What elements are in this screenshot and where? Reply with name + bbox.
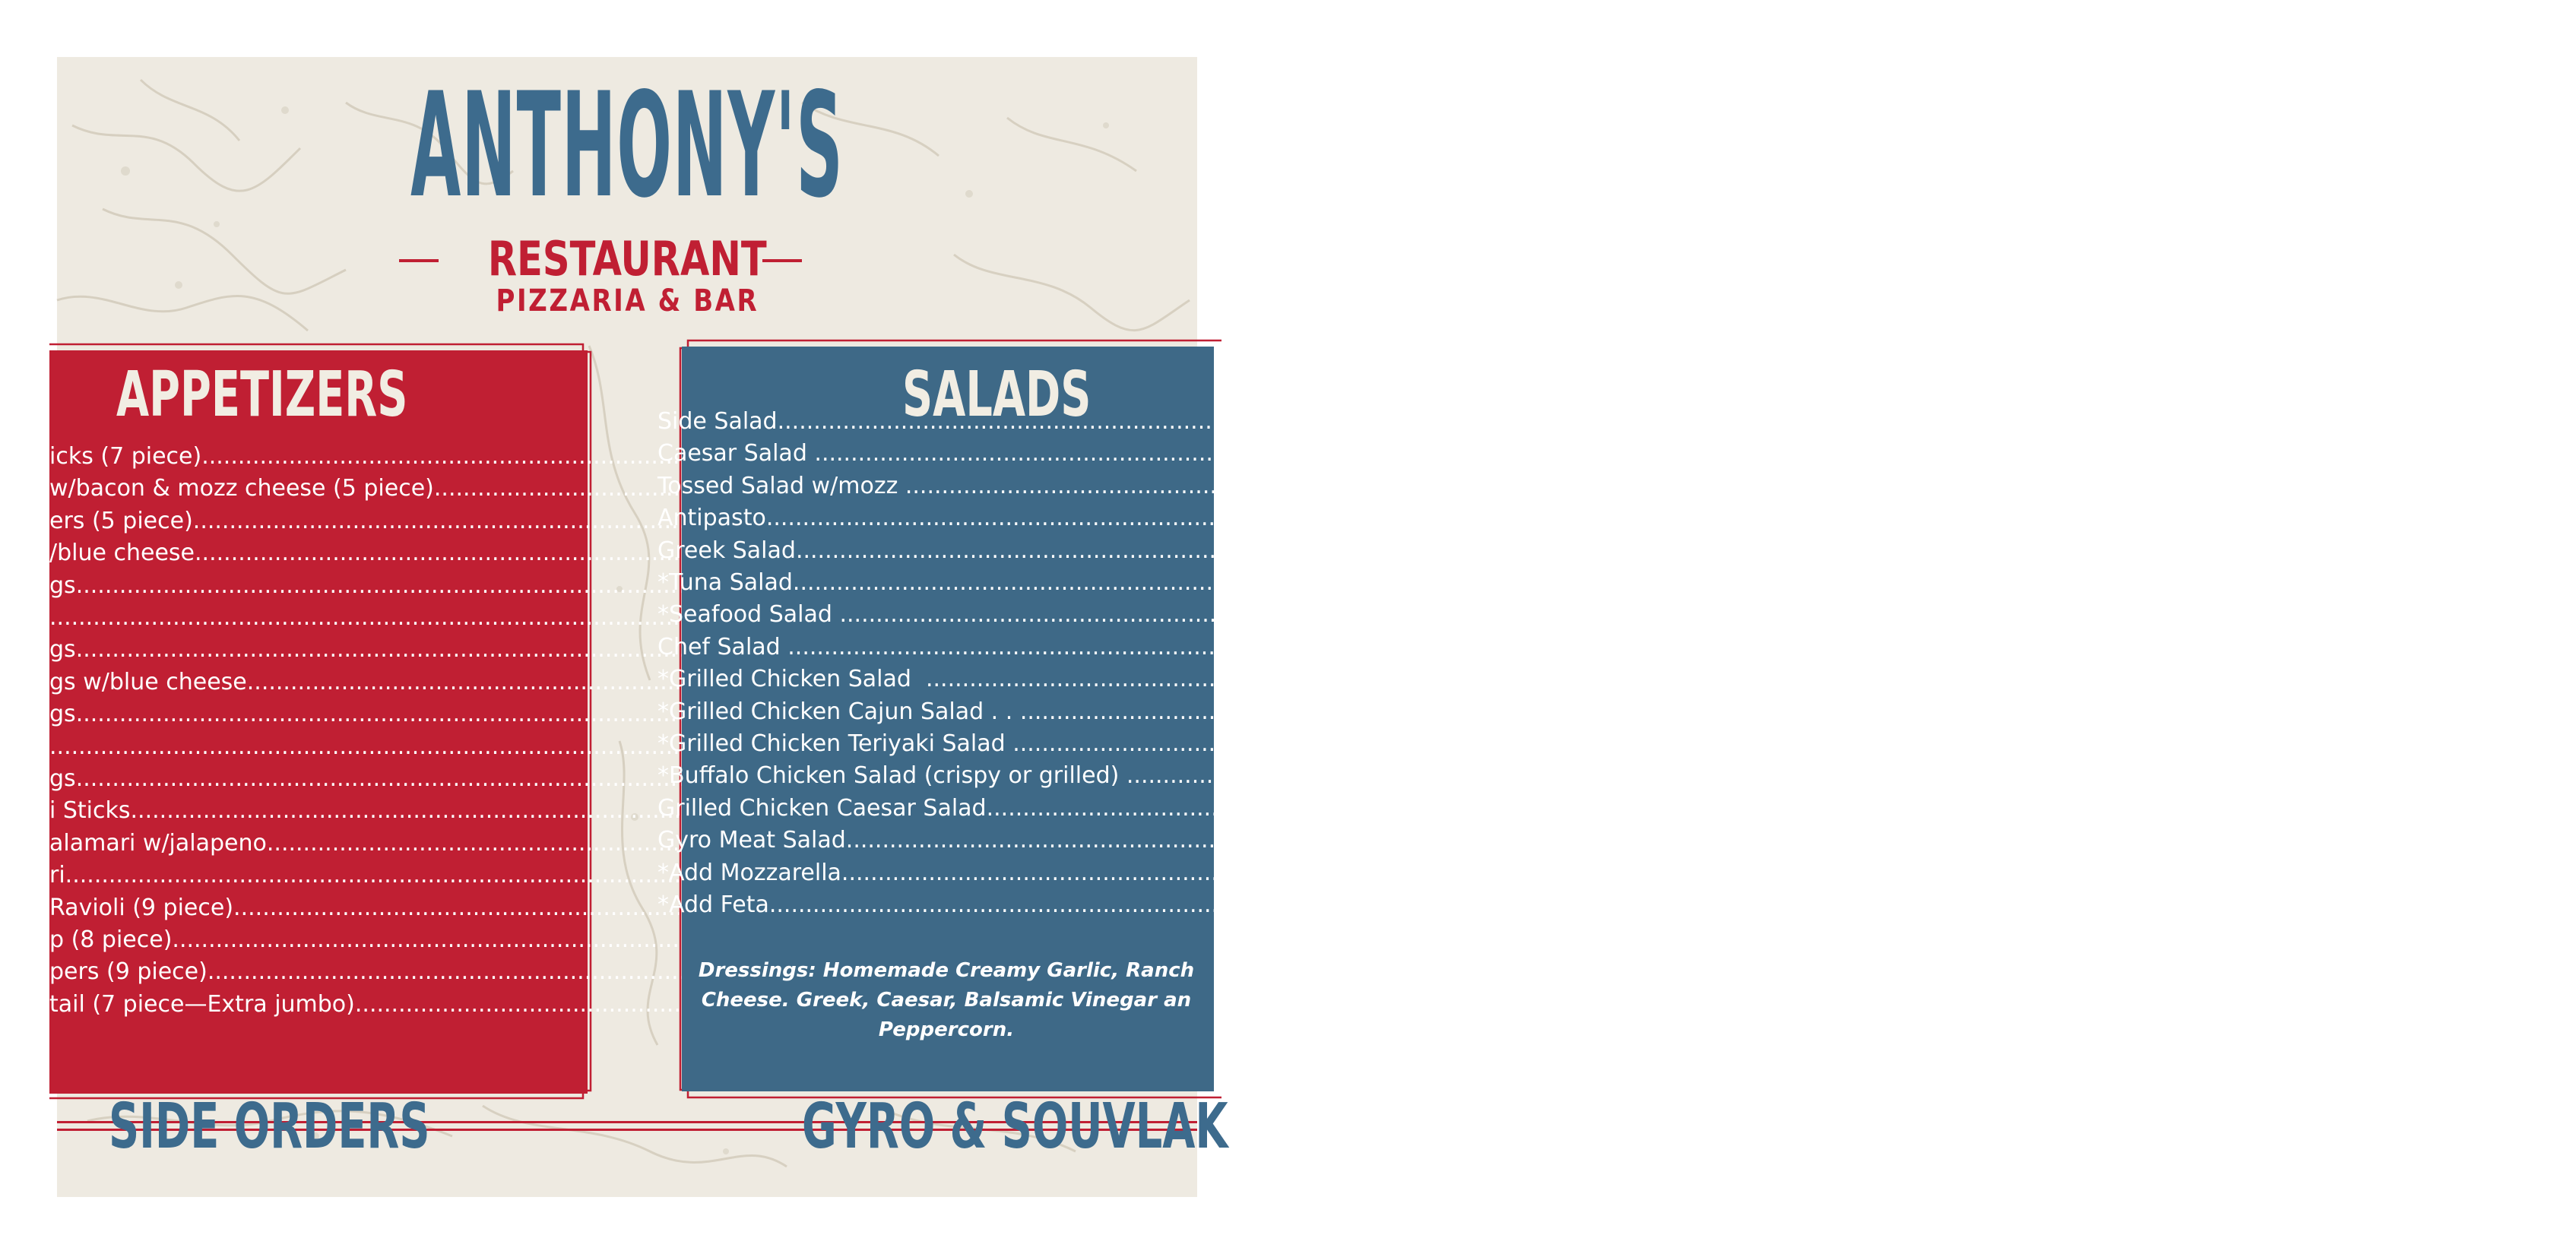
brand-title: ANTHONY'S: [410, 62, 844, 230]
leader-dots: [787, 632, 2237, 663]
salad-item: [657, 599, 1220, 631]
salad-item: [657, 470, 1220, 502]
salad-item-name: *Seafood Salad: [657, 601, 840, 629]
salad-item: [657, 632, 1220, 663]
side-orders-heading: SIDE ORDERS: [109, 1091, 430, 1163]
appetizer-item-price: 13.99: [1716, 829, 1782, 857]
salad-item: [657, 438, 1220, 470]
salad-item-name: *Grilled Chicken Teriyaki Salad: [657, 730, 1013, 757]
leader-dots: [839, 599, 2289, 631]
appetizer-item-price: 9.99 14.99: [1499, 604, 1652, 631]
appetizer-item-price: 9.99 14.99: [1525, 636, 1678, 663]
appetizer-item-name: i Sticks: [49, 797, 131, 825]
appetizers-heading: APPETIZERS: [116, 359, 408, 431]
appetizer-item-price: 10.99: [1651, 443, 1717, 470]
leader-dots: [778, 406, 2227, 438]
appetizer-item: [49, 924, 1687, 956]
salad-item: [657, 567, 1220, 599]
appetizer-item: [49, 956, 1716, 988]
salad-item-name: Antipasto: [657, 505, 766, 532]
leader-dots: [793, 567, 2242, 599]
salad-item-name: Tossed Salad w/mozz: [657, 472, 905, 499]
leader-dots: [1126, 760, 2576, 792]
salad-item-name: Grilled Chicken Caesar Salad: [657, 794, 987, 822]
salad-item: [657, 825, 1220, 857]
salad-item-name: *Grilled Chicken Cajun Salad . .: [657, 698, 1020, 725]
appetizer-item-price: 13.99: [1514, 862, 1580, 889]
salad-item: [657, 728, 1220, 760]
appetizer-item-price: SM (6) LG (10): [1644, 540, 1817, 567]
salad-item: [657, 760, 1220, 792]
salad-item: [657, 663, 1220, 695]
gyro-souvlaki-heading: GYRO & SOUVLAK: [802, 1091, 1228, 1163]
appetizer-item-name: w/bacon & mozz cheese (5 piece): [49, 475, 434, 502]
appetizer-item-price: 11.99: [1643, 507, 1708, 534]
appetizer-item-name: gs: [49, 701, 76, 728]
salad-item-name: Chef Salad: [657, 633, 788, 660]
salad-item-name: Gyro Meat Salad: [657, 827, 846, 854]
leader-dots: [1012, 728, 2462, 760]
appetizer-item-price: 10.99: [1884, 475, 1949, 502]
salad-item: [657, 502, 1220, 534]
salad-item: [657, 696, 1220, 728]
appetizer-item-name: p (8 piece): [49, 926, 173, 953]
appetizer-item-name: ers (5 piece): [49, 507, 193, 534]
salad-item-name: *Add Mozzarella: [657, 859, 841, 886]
leader-dots: [841, 857, 2291, 889]
appetizer-item-price: SM(6) LG (10): [1696, 668, 1862, 695]
salad-item-name: *Grilled Chicken Salad: [657, 666, 926, 693]
appetizer-item-price: 13.99: [1621, 926, 1687, 953]
appetizer-item-name: gs w/blue cheese: [49, 668, 247, 695]
appetizer-item-name: ri: [49, 862, 65, 889]
salad-item: [657, 535, 1220, 567]
appetizer-item-price: 9.99: [1683, 894, 1741, 921]
salad-item-name: *Buffalo Chicken Salad (crispy or grilled): [657, 762, 1126, 790]
leader-dots: [846, 825, 2296, 857]
salad-item: [657, 889, 1220, 921]
salad-item: [657, 406, 1220, 438]
salad-item: [657, 793, 1220, 825]
appetizer-item-name: gs: [49, 765, 76, 792]
leader-dots: [796, 535, 2245, 567]
leader-dots: [766, 502, 2216, 534]
dressings-note: Dressings: Homemade Creamy Garlic, Ranch Cheese. Greek, Caesar, Balsamic Vinegar an Peppercorn.: [698, 959, 1195, 1041]
salad-item-name: *Tuna Salad: [657, 569, 793, 596]
appetizer-item-price: 9.99 14.99: [1525, 572, 1678, 599]
appetizer-item-price: 9.99: [1657, 958, 1716, 986]
appetizer-item-name: alamari w/jalapeno: [49, 829, 267, 857]
appetizer-item: [49, 989, 1870, 1021]
appetizer-item-name: Ravioli (9 piece): [49, 894, 234, 921]
leader-dots: [987, 793, 2436, 825]
appetizer-item-price: 9.50: [1580, 797, 1639, 825]
leader-dots: [769, 889, 2219, 921]
appetizer-item-price: 9.99 14.99: [1525, 701, 1678, 728]
salads-heading: SALADS: [902, 359, 1092, 431]
appetizer-item-name: gs: [49, 572, 76, 599]
leader-dots: [814, 438, 2264, 470]
appetizer-item-name: gs: [49, 636, 76, 663]
appetizer-item-price: 9.99 14.99: [1525, 765, 1678, 792]
brand-subtitle: RESTAURANT: [487, 231, 767, 287]
appetizer-item-price: 13.99: [1804, 990, 1870, 1018]
leader-dots: [1020, 696, 2470, 728]
appetizer-item-name: tail (7 piece—Extra jumbo): [49, 990, 355, 1018]
brand-tagline: PIZZARIA & BAR: [496, 283, 759, 318]
appetizer-item-name: pers (9 piece): [49, 958, 208, 986]
appetizer-item-name: /blue cheese: [49, 540, 195, 567]
leader-dots: [905, 470, 2355, 502]
appetizer-item-name: icks (7 piece): [49, 443, 202, 470]
salad-item-name: Side Salad: [657, 408, 778, 435]
menu-page: [49, 57, 1949, 1197]
salad-item: [657, 857, 1220, 889]
leader-dots: [926, 663, 2375, 695]
salad-item-name: Caesar Salad: [657, 440, 815, 467]
salad-item-name: Greek Salad: [657, 537, 796, 564]
appetizer-item-price: 9.99 14.99: [1499, 733, 1652, 760]
salad-item-name: *Add Feta: [657, 891, 769, 918]
